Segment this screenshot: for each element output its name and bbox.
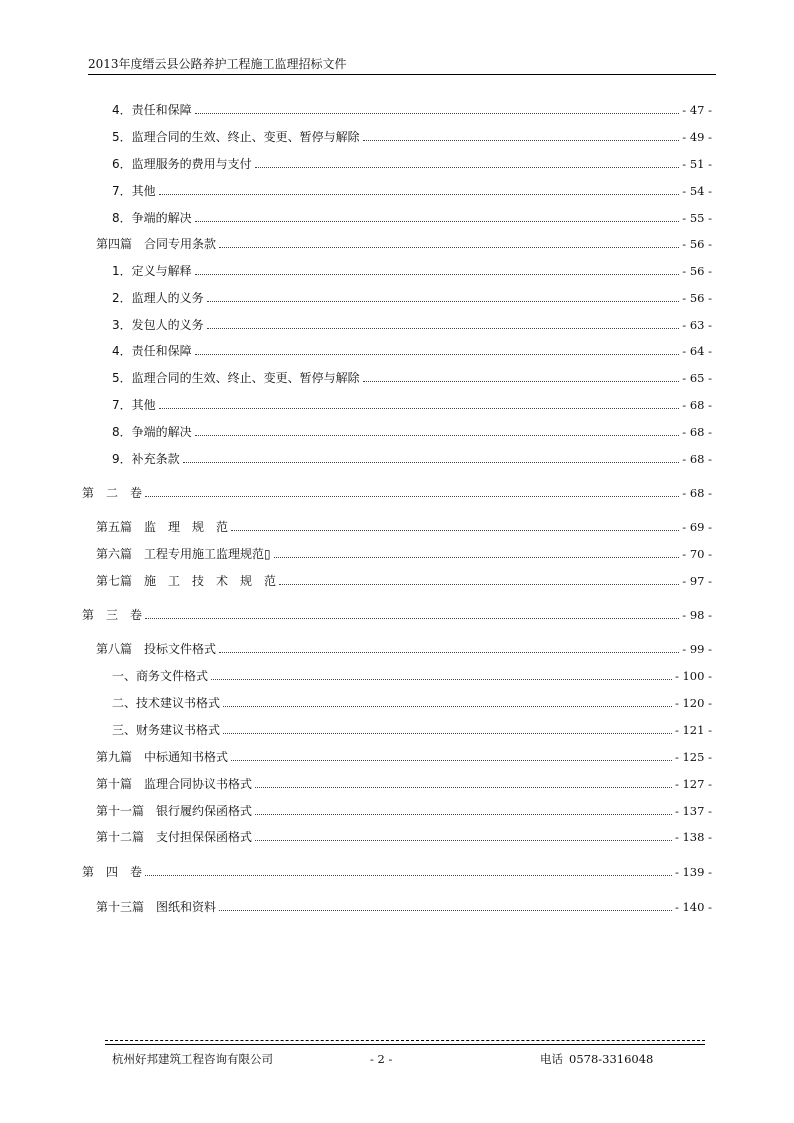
toc-leader-dots <box>219 247 679 248</box>
footer-page-number: - 2 - <box>370 1052 393 1066</box>
toc-leader-dots <box>363 381 680 382</box>
toc-entry[interactable] <box>112 210 712 226</box>
toc-page-number: - 68 - <box>682 452 712 466</box>
footer-company-name: 杭州好邦建筑工程咨询有限公司 <box>112 1052 273 1066</box>
toc-leader-dots <box>195 113 680 114</box>
toc-entry-label: 第十一篇 银行履约保函格式 <box>96 804 253 818</box>
toc-entry[interactable] <box>112 397 712 413</box>
toc-entry[interactable] <box>96 519 712 535</box>
toc-entry[interactable] <box>96 546 712 562</box>
toc-entry-label: 第六篇 工程专用施工监理规范▯ <box>96 547 271 561</box>
toc-entry[interactable] <box>112 424 712 440</box>
toc-leader-dots <box>207 328 680 329</box>
toc-entry-label: 三、财务建议书格式 <box>112 723 221 737</box>
toc-leader-dots <box>211 679 672 680</box>
toc-leader-dots <box>219 652 679 653</box>
toc-leader-dots <box>363 140 680 141</box>
toc-entry-label: 第 四 卷 <box>82 865 143 879</box>
toc-page-number: - 65 - <box>682 371 712 385</box>
toc-entry[interactable] <box>112 722 712 738</box>
toc-page-number: - 54 - <box>682 184 712 198</box>
toc-leader-dots <box>207 301 680 302</box>
toc-leader-dots <box>145 875 672 876</box>
toc-page-number: - 138 - <box>674 830 712 844</box>
toc-page-number: - 49 - <box>682 130 712 144</box>
toc-entry-label: 5．监理合同的生效、终止、变更、暂停与解除 <box>112 130 360 144</box>
toc-page-number: - 98 - <box>682 608 712 622</box>
toc-entry[interactable] <box>112 129 712 145</box>
toc-leader-dots <box>159 408 680 409</box>
toc-entry[interactable] <box>112 156 712 172</box>
toc-page-number: - 137 - <box>674 804 712 818</box>
toc-entry[interactable] <box>82 864 712 880</box>
toc-entry-label: 4．责任和保障 <box>112 344 192 358</box>
toc-leader-dots <box>255 814 672 815</box>
toc-page-number: - 140 - <box>674 900 712 914</box>
toc-entry-label: 2．监理人的义务 <box>112 291 204 305</box>
toc-page-number: - 63 - <box>682 318 712 332</box>
toc-page-number: - 70 - <box>682 547 712 561</box>
toc-leader-dots <box>255 840 672 841</box>
toc-entry[interactable] <box>82 607 712 623</box>
toc-page-number: - 68 - <box>682 398 712 412</box>
document-header: 2013年度缙云县公路养护工程施工监理招标文件 <box>88 56 716 75</box>
footer-phone <box>540 1052 653 1066</box>
footer-divider <box>105 1040 705 1045</box>
toc-entry-label: 第九篇 中标通知书格式 <box>96 750 229 764</box>
toc-entry[interactable] <box>96 236 712 252</box>
toc-entry[interactable] <box>96 573 712 589</box>
toc-leader-dots <box>223 733 672 734</box>
toc-entry[interactable] <box>112 263 712 279</box>
toc-entry-label: 3．发包人的义务 <box>112 318 204 332</box>
toc-entry-label: 一、商务文件格式 <box>112 669 209 683</box>
toc-entry[interactable] <box>96 803 712 819</box>
toc-leader-dots <box>223 706 672 707</box>
footer-phone-label: 电话 <box>540 1052 563 1066</box>
toc-page-number: - 56 - <box>682 264 712 278</box>
toc-entry[interactable] <box>112 290 712 306</box>
toc-leader-dots <box>279 584 679 585</box>
toc-entry-label: 第 二 卷 <box>82 486 143 500</box>
toc-entry[interactable] <box>112 451 712 467</box>
toc-leader-dots <box>195 354 680 355</box>
toc-entry[interactable] <box>112 343 712 359</box>
toc-leader-dots <box>255 167 680 168</box>
toc-entry-label: 第八篇 投标文件格式 <box>96 642 217 656</box>
toc-leader-dots <box>231 530 679 531</box>
toc-leader-dots <box>195 435 680 436</box>
toc-page-number: - 121 - <box>674 723 712 737</box>
toc-entry-label: 4．责任和保障 <box>112 103 192 117</box>
toc-entry-label: 9．补充条款 <box>112 452 180 466</box>
toc-leader-dots <box>159 194 680 195</box>
toc-entry[interactable] <box>112 317 712 333</box>
toc-entry[interactable] <box>112 695 712 711</box>
toc-entry[interactable] <box>112 370 712 386</box>
toc-entry[interactable] <box>96 749 712 765</box>
toc-entry-label: 第十三篇 图纸和资料 <box>96 900 217 914</box>
toc-page-number: - 69 - <box>682 520 712 534</box>
toc-entry-label: 第五篇 监 理 规 范 <box>96 520 229 534</box>
toc-page-number: - 56 - <box>682 237 712 251</box>
toc-entry[interactable] <box>96 899 712 915</box>
toc-entry-label: 第 三 卷 <box>82 608 143 622</box>
toc-entry-label: 第四篇 合同专用条款 <box>96 237 217 251</box>
footer-phone-number: 0578-3316048 <box>569 1052 654 1066</box>
toc-page-number: - 64 - <box>682 344 712 358</box>
toc-leader-dots <box>219 910 672 911</box>
toc-leader-dots <box>274 557 680 558</box>
toc-entry[interactable] <box>96 776 712 792</box>
toc-leader-dots <box>145 496 679 497</box>
toc-leader-dots <box>195 221 680 222</box>
toc-leader-dots <box>231 760 672 761</box>
toc-entry-label: 7．其他 <box>112 184 156 198</box>
toc-entry[interactable] <box>96 829 712 845</box>
toc-page-number: - 55 - <box>682 211 712 225</box>
toc-entry-label: 8．争端的解决 <box>112 211 192 225</box>
toc-page-number: - 127 - <box>674 777 712 791</box>
toc-entry-label: 8．争端的解决 <box>112 425 192 439</box>
toc-page-number: - 120 - <box>674 696 712 710</box>
toc-entry[interactable] <box>112 102 712 118</box>
toc-page-number: - 51 - <box>682 157 712 171</box>
toc-entry[interactable] <box>112 668 712 684</box>
toc-page-number: - 68 - <box>682 486 712 500</box>
toc-page-number: - 139 - <box>674 865 712 879</box>
toc-leader-dots <box>145 618 679 619</box>
toc-page-number: - 99 - <box>682 642 712 656</box>
toc-entry[interactable] <box>112 183 712 199</box>
toc-page-number: - 97 - <box>682 574 712 588</box>
toc-entry-label: 二、技术建议书格式 <box>112 696 221 710</box>
toc-entry-label: 5．监理合同的生效、终止、变更、暂停与解除 <box>112 371 360 385</box>
toc-page-number: - 56 - <box>682 291 712 305</box>
toc-page-number: - 100 - <box>674 669 712 683</box>
toc-page-number: - 47 - <box>682 103 712 117</box>
toc-entry-label: 6．监理服务的费用与支付 <box>112 157 252 171</box>
toc-entry-label: 第十二篇 支付担保保函格式 <box>96 830 253 844</box>
toc-page-number: - 125 - <box>674 750 712 764</box>
toc-leader-dots <box>255 787 672 788</box>
toc-entry[interactable] <box>82 485 712 501</box>
toc-entry-label: 第七篇 施 工 技 术 规 范 <box>96 574 277 588</box>
toc-page-number: - 68 - <box>682 425 712 439</box>
toc-entry-label: 1．定义与解释 <box>112 264 192 278</box>
toc-entry-label: 7．其他 <box>112 398 156 412</box>
toc-leader-dots <box>195 274 680 275</box>
toc-entry[interactable] <box>96 641 712 657</box>
toc-entry-label: 第十篇 监理合同协议书格式 <box>96 777 253 791</box>
toc-leader-dots <box>183 462 680 463</box>
